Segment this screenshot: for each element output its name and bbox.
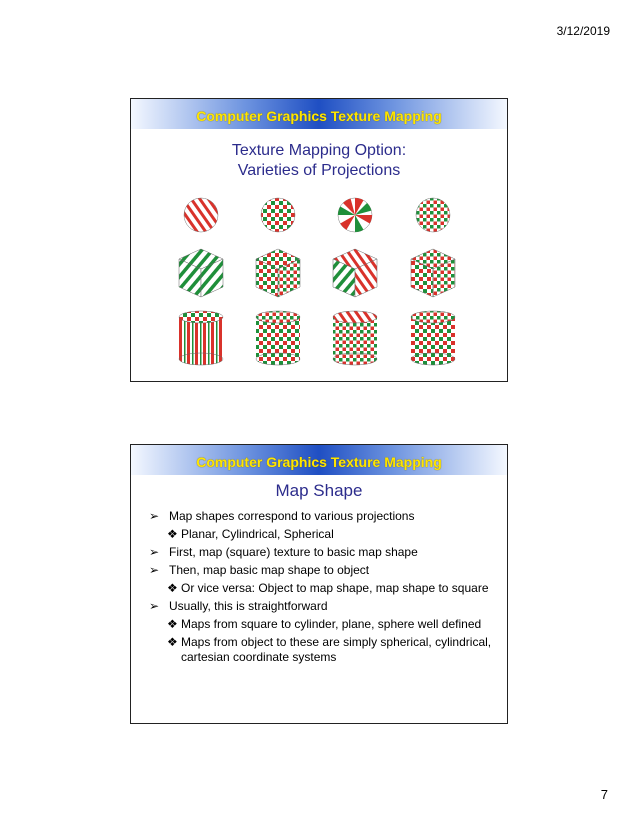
arrow-bullet-icon: ➢ (149, 509, 160, 523)
sphere-planar-projection (184, 198, 218, 232)
sub-bullet-item: ❖ Or vice versa: Object to map shape, map shape to square (167, 581, 489, 595)
subtitle-line-2: Varieties of Projections (237, 162, 401, 179)
bullet-item: ➢ First, map (square) texture to basic map shape (149, 545, 418, 559)
arrow-bullet-icon: ➢ (149, 545, 160, 559)
sphere-cylindrical-projection (261, 198, 295, 232)
projection-objects-grid (171, 197, 471, 367)
arrow-bullet-icon: ➢ (149, 563, 160, 577)
slide-heading: Map Shape (275, 481, 363, 500)
diamond-bullet-icon: ❖ (167, 527, 178, 541)
sub-bullet-item: ❖ Planar, Cylindrical, Spherical (167, 527, 334, 541)
cube-checker-projection (411, 249, 455, 297)
diamond-bullet-icon: ❖ (167, 617, 178, 631)
sphere-checker-projection (416, 198, 450, 232)
slide-title: Computer Graphics Texture Mapping (196, 454, 442, 470)
bullet-list (137, 509, 499, 668)
cube-spherical-projection (333, 249, 377, 297)
arrow-bullet-icon: ➢ (149, 599, 160, 613)
page-date: 3/12/2019 (556, 24, 610, 38)
sub-bullet-item: ❖ Maps from object to these are simply spherical, cylindrical, cartesian coordinate systems (167, 635, 492, 664)
cylinder-cylindrical-projection (256, 311, 300, 365)
subtitle-line-1: Texture Mapping Option: (231, 142, 407, 159)
sub-bullet-item: ❖ Maps from square to cylinder, plane, sphere well defined (167, 617, 482, 631)
diamond-bullet-icon: ❖ (167, 581, 178, 595)
bullet-item: ➢ Then, map basic map shape to object (149, 563, 370, 577)
slide-map-shape (130, 444, 508, 724)
cylinder-planar-projection (179, 311, 223, 365)
cube-planar-projection (179, 249, 223, 297)
diamond-bullet-icon: ❖ (167, 635, 178, 649)
cylinder-spherical-projection (333, 311, 377, 365)
slide-texture-projections (130, 98, 508, 382)
sphere-spherical-projection (338, 198, 372, 232)
bullet-item: ➢ Map shapes correspond to various projections (149, 509, 415, 523)
slide-title: Computer Graphics Texture Mapping (196, 108, 442, 124)
cylinder-checker-projection (411, 311, 455, 365)
slide-subtitle (131, 141, 507, 181)
bullet-item: ➢ Usually, this is straightforward (149, 599, 328, 613)
page-number: 7 (600, 787, 608, 802)
cube-cylindrical-projection (256, 249, 300, 297)
